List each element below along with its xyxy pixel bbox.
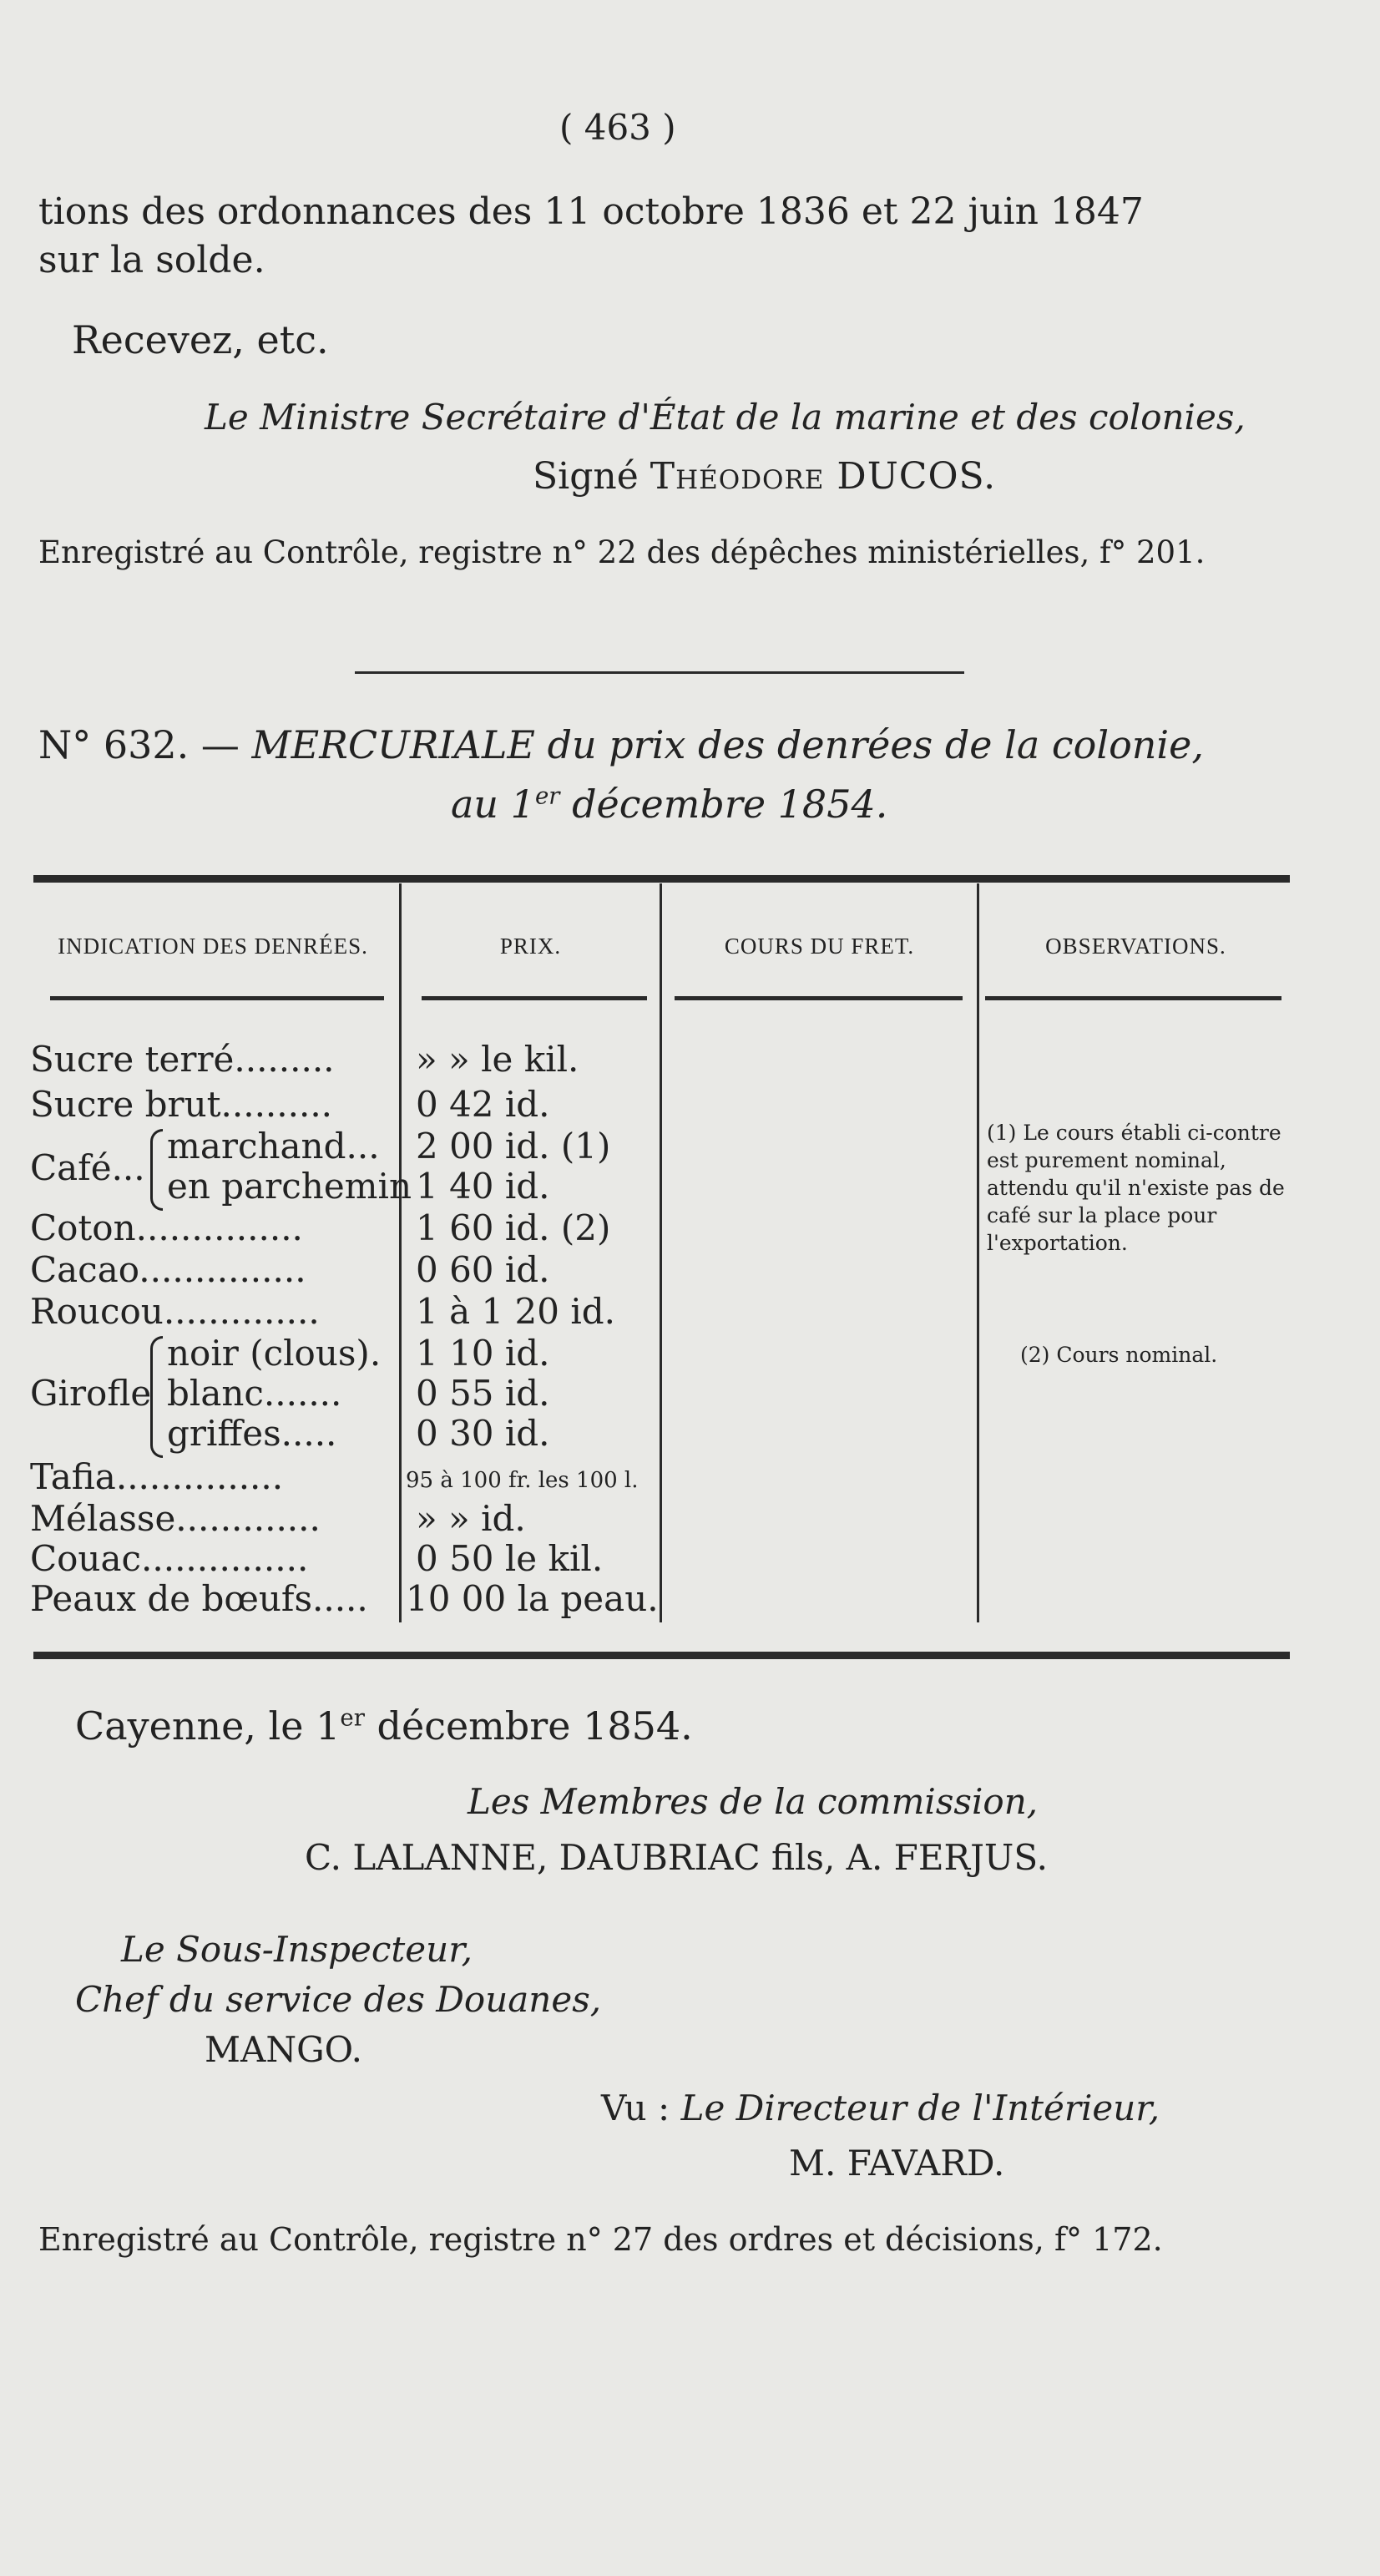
table-row-item: Mélasse............. xyxy=(30,1498,321,1539)
table-row-item: griffes..... xyxy=(167,1413,337,1454)
table-row-item: Coton............... xyxy=(30,1207,303,1248)
place-date: Cayenne, le 1er décembre 1854. xyxy=(75,1703,693,1749)
table-row-item: noir (clous). xyxy=(167,1333,382,1374)
directeur-title: Le Directeur de l'Intérieur, xyxy=(680,2088,1160,2128)
table-row-price: » » id. xyxy=(416,1498,526,1539)
table-row-price: 0 60 id. xyxy=(416,1249,550,1290)
table-row-price: 2 00 id. (1) xyxy=(416,1126,611,1167)
page-number: ( 463 ) xyxy=(559,107,676,148)
intro-line-2: sur la solde. xyxy=(38,239,265,281)
table-row-item: Couac............... xyxy=(30,1538,309,1579)
brace-girofle xyxy=(150,1336,163,1458)
vu-line xyxy=(601,2088,1160,2128)
observation-note-1: (1) Le cours établi ci-contre est purement nominal, attendu qu'il n'existe pas de café sur la place pour l'exportation. xyxy=(987,1121,1285,1255)
header-underline-3 xyxy=(675,996,963,1000)
signature-name: Théodore DUCOS. xyxy=(650,455,997,498)
brace-cafe xyxy=(150,1129,163,1211)
header-underline-4 xyxy=(985,996,1281,1000)
document-number: N° 632. — xyxy=(38,722,240,767)
table-row-price: 1 10 id. xyxy=(416,1333,550,1374)
column-divider-3 xyxy=(977,883,979,1622)
minister-title: Le Ministre Secrétaire d'État de la marine et des colonies, xyxy=(205,397,1246,438)
table-row-group: Café... xyxy=(30,1147,145,1188)
header-denrees: INDICATION DES DENRÉES. xyxy=(58,934,368,959)
table-row-item: Cacao............... xyxy=(30,1249,306,1290)
commission-names: C. LALANNE, DAUBRIAC fils, A. FERJUS. xyxy=(305,1837,1048,1878)
table-row-group: Girofle xyxy=(30,1373,152,1414)
table-row-price: 1 60 id. (2) xyxy=(416,1207,611,1248)
table-top-rule xyxy=(33,875,1290,883)
table-bottom-rule xyxy=(33,1652,1290,1659)
column-divider-2 xyxy=(660,883,662,1622)
registration-note-2: Enregistré au Contrôle, registre n° 27 des ordres et décisions, f° 172. xyxy=(38,2221,1163,2258)
column-divider-1 xyxy=(399,883,402,1622)
document-heading-line-1 xyxy=(38,722,1204,767)
table-row-price: 0 30 id. xyxy=(416,1413,550,1454)
header-underline-2 xyxy=(422,996,647,1000)
table-row-price: 95 à 100 fr. les 100 l. xyxy=(406,1468,639,1493)
table-row-item: marchand... xyxy=(167,1126,380,1167)
table-row-price: 0 42 id. xyxy=(416,1084,550,1125)
table-row-price: 0 55 id. xyxy=(416,1373,550,1414)
table-row-item: Sucre brut.......... xyxy=(30,1084,333,1125)
signature-prefix: Signé xyxy=(533,455,639,498)
observation-note-2: (2) Cours nominal. xyxy=(1020,1343,1218,1367)
table-row-price: » » le kil. xyxy=(416,1039,579,1080)
sous-inspecteur-title: Le Sous-Inspecteur, xyxy=(121,1929,473,1970)
mango-signature: MANGO. xyxy=(205,2029,362,2070)
section-divider xyxy=(355,671,964,674)
document-heading-line-2: au 1er décembre 1854. xyxy=(451,782,888,827)
header-observations: OBSERVATIONS. xyxy=(1045,934,1226,959)
vu-prefix: Vu : xyxy=(601,2088,670,2128)
table-row-item: Peaux de bœufs..... xyxy=(30,1578,368,1619)
registration-note-1: Enregistré au Contrôle, registre n° 22 des dépêches ministérielles, f° 201. xyxy=(38,534,1206,570)
table-row-price: 1 à 1 20 id. xyxy=(416,1291,615,1332)
header-underline-1 xyxy=(50,996,384,1000)
header-fret: COURS DU FRET. xyxy=(724,934,915,959)
chef-douanes-title: Chef du service des Douanes, xyxy=(75,1979,602,2020)
table-row-item: blanc....... xyxy=(167,1373,342,1414)
table-row-item: en parchemin xyxy=(167,1166,412,1207)
table-row-price: 10 00 la peau. xyxy=(406,1578,659,1619)
minister-signature xyxy=(533,455,996,498)
header-prix: PRIX. xyxy=(499,934,562,959)
table-row-item: Sucre terré......... xyxy=(30,1039,335,1080)
closing-formula: Recevez, etc. xyxy=(72,317,329,362)
document-title: MERCURIALE du prix des denrées de la colonie, xyxy=(251,722,1204,767)
table-row-item: Roucou.............. xyxy=(30,1291,320,1332)
intro-line-1: tions des ordonnances des 11 octobre 1836 et 22 juin 1847 xyxy=(38,190,1144,233)
favard-signature: M. FAVARD. xyxy=(789,2143,1005,2184)
table-row-price: 1 40 id. xyxy=(416,1166,550,1207)
table-row-price: 0 50 le kil. xyxy=(416,1538,604,1579)
table-row-item: Tafia............... xyxy=(30,1456,284,1497)
commission-title: Les Membres de la commission, xyxy=(468,1781,1039,1822)
